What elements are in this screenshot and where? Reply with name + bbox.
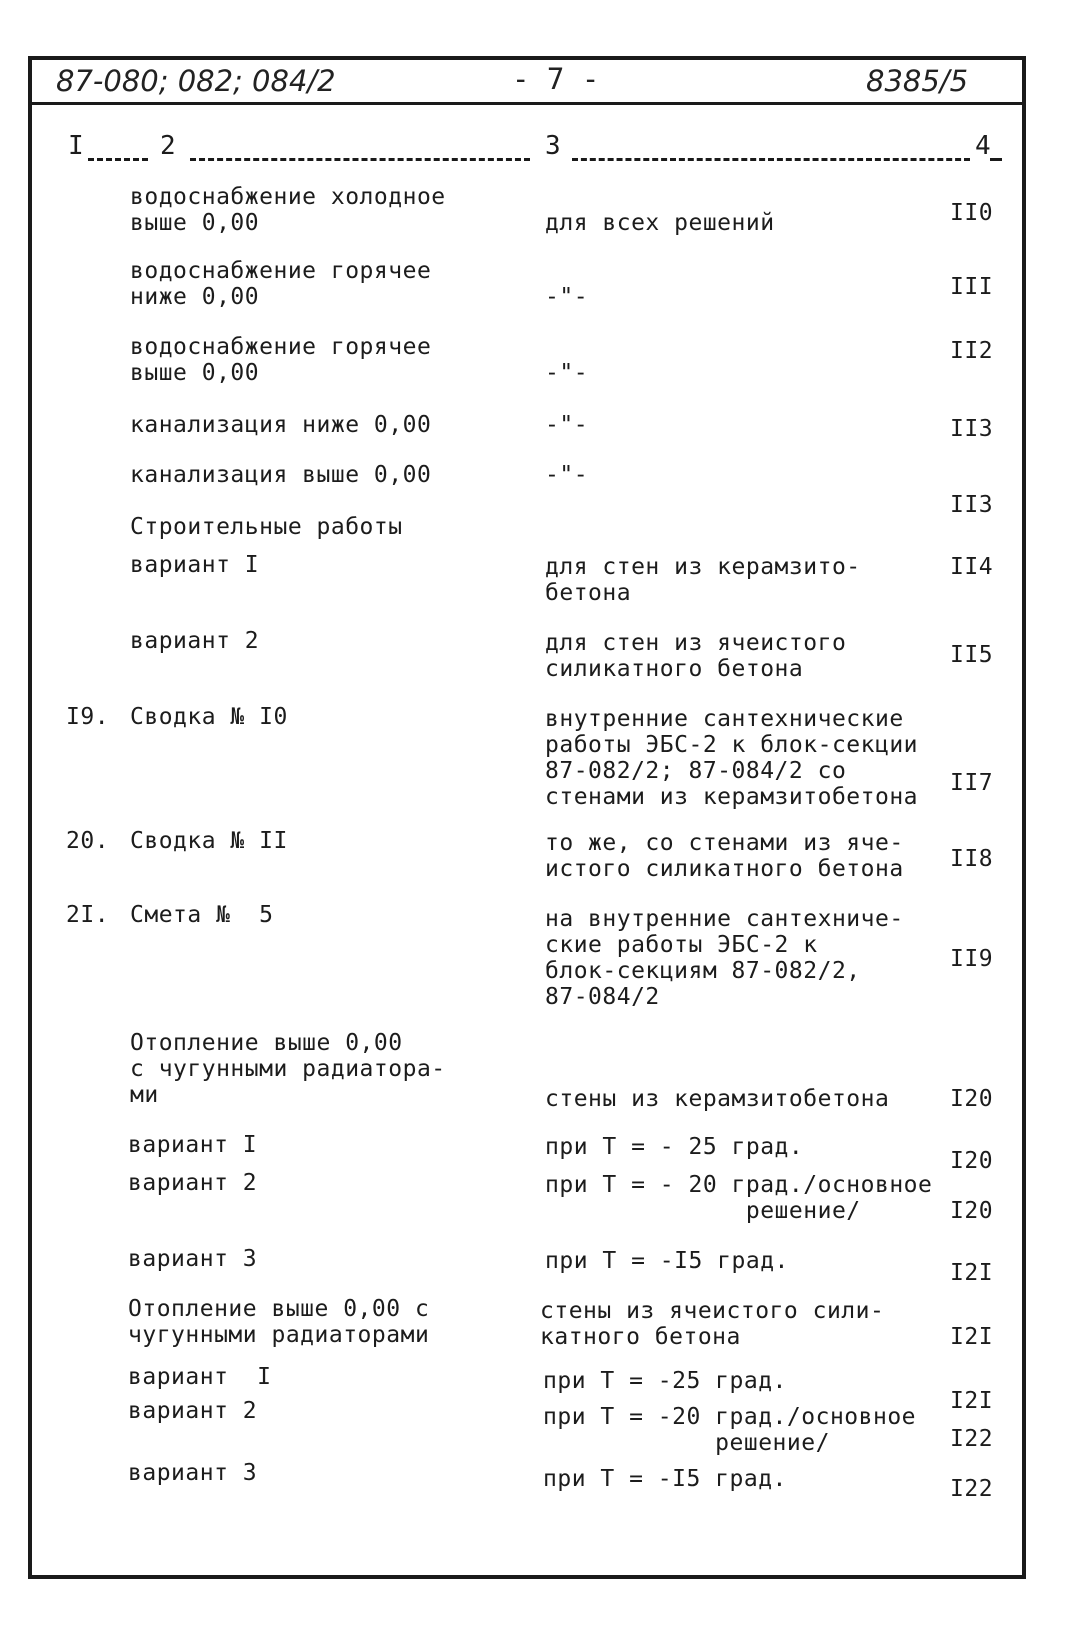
row-page: I20 (950, 1148, 994, 1174)
section-title: Строительные работы (130, 514, 403, 540)
row-page: II0 (950, 200, 994, 226)
row-number: I9. (66, 704, 110, 730)
row-note: при T = -I5 град. (545, 1248, 789, 1274)
row-page: II5 (950, 642, 994, 668)
row-page: II9 (950, 946, 994, 972)
row-note: стены из ячеистого сили- катного бетона (540, 1298, 885, 1350)
row-name: вариант 2 (128, 1398, 258, 1424)
sheet-code: 8385/5 (866, 64, 969, 98)
row-name: вариант I (128, 1364, 272, 1390)
row-name: водоснабжение холодное выше 0,00 (130, 184, 446, 236)
row-page: II3 (950, 416, 994, 442)
row-name: вариант I (128, 1132, 258, 1158)
row-note: для стен из ячеистого силикатного бетона (545, 630, 847, 682)
row-name: вариант 3 (128, 1246, 258, 1272)
row-page: I2I (950, 1260, 994, 1286)
row-note: -"- (545, 462, 589, 488)
row-page: I22 (950, 1426, 994, 1452)
row-note: -"- (545, 360, 589, 386)
row-number: 20. (66, 828, 110, 854)
row-page: I2I (950, 1388, 994, 1414)
row-name: водоснабжение горячее выше 0,00 (130, 334, 432, 386)
row-name: Сводка № I0 (130, 704, 288, 730)
row-note: -"- (545, 412, 589, 438)
row-note: для всех решений (545, 210, 775, 236)
row-page: II8 (950, 846, 994, 872)
row-page: I20 (950, 1086, 994, 1112)
row-page: II7 (950, 770, 994, 796)
row-name: Смета № 5 (130, 902, 274, 928)
row-name: Отопление выше 0,00 с чугунными радиаторами (128, 1296, 430, 1348)
row-name: канализация выше 0,00 (130, 462, 432, 488)
row-name: вариант 2 (128, 1170, 258, 1196)
header-dash-2 (190, 158, 530, 161)
row-name: Отопление выше 0,00 с чугунными радиатора- ми (130, 1030, 446, 1108)
row-note: для стен из керамзито- бетона (545, 554, 861, 606)
row-page: I2I (950, 1324, 994, 1350)
row-name: Сводка № II (130, 828, 288, 854)
row-name: водоснабжение горячее ниже 0,00 (130, 258, 432, 310)
page-number: - 7 - (512, 62, 600, 96)
row-note: то же, со стенами из ячe- истого силикатного бетона (545, 830, 904, 882)
header-dash-3 (572, 158, 970, 161)
document-code: 87-080; 082; 084/2 (56, 64, 336, 98)
row-note: при T = - 25 град. (545, 1134, 804, 1160)
row-number: 2I. (66, 902, 110, 928)
row-page: I22 (950, 1476, 994, 1502)
row-note: при T = -20 град./основное решение/ (543, 1404, 917, 1456)
row-name: вариант 3 (128, 1460, 258, 1486)
header-dash-4 (990, 158, 1002, 161)
row-page: II2 (950, 338, 994, 364)
row-name: канализация ниже 0,00 (130, 412, 432, 438)
row-note: стены из керамзитобетона (545, 1086, 890, 1112)
row-note: внутренние сантехнические работы ЭБС-2 к блок-секции 87-082/2; 87-084/2 со стенами из керамзитобетона (545, 706, 919, 810)
row-page: III (950, 274, 994, 300)
row-page: I20 (950, 1198, 994, 1224)
header-divider (32, 102, 1022, 105)
column-header-3: 3 (545, 131, 562, 161)
row-note: при T = -25 град. (543, 1368, 787, 1394)
column-header-1: I (68, 131, 85, 161)
row-note: при T = - 20 град./основное решение/ (545, 1172, 933, 1224)
row-name: вариант I (130, 552, 260, 578)
column-header-4: 4 (975, 131, 992, 161)
header-dash-1 (88, 158, 148, 161)
row-note: на внутренние сантехниче- ские работы ЭБС-2 к блок-секциям 87-082/2, 87-084/2 (545, 906, 904, 1010)
row-note: при T = -I5 град. (543, 1466, 787, 1492)
row-page: II4 (950, 554, 994, 580)
row-note: -"- (545, 284, 589, 310)
column-header-2: 2 (160, 131, 177, 161)
row-name: вариант 2 (130, 628, 260, 654)
row-page: II3 (950, 492, 994, 518)
